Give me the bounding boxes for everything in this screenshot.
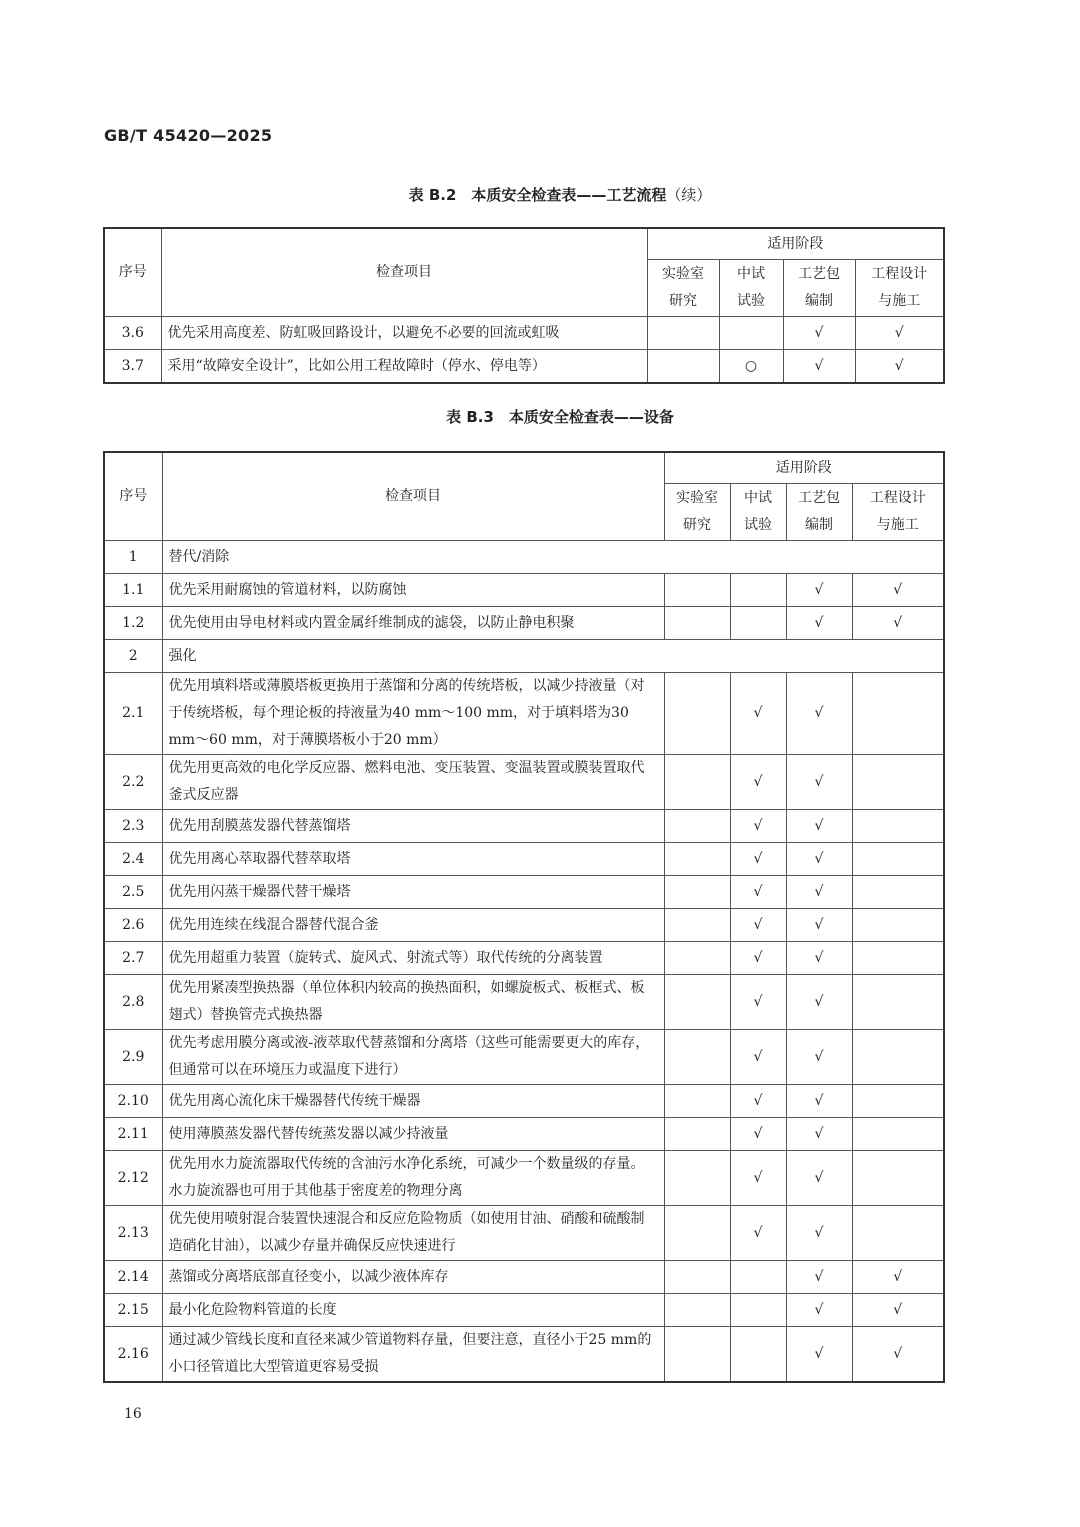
stage-mark-2: √ [730, 1085, 786, 1118]
stage-mark-1 [664, 1030, 730, 1085]
stage-mark-3: √ [783, 317, 855, 350]
row-number: 2.2 [104, 755, 162, 810]
stage-mark-4 [852, 975, 944, 1030]
stage-mark-2: √ [730, 975, 786, 1030]
stage-header-1: 实验室 研究 [647, 260, 719, 317]
check-item: 优先使用喷射混合装置快速混合和反应危险物质（如使用甘油、硝酸和硫酸制造硝化甘油），以减少存量并确保反应快速进行 [162, 1206, 664, 1261]
table-b2-title: 表 B.2 本质安全检查表——工艺流程 [408, 186, 667, 204]
table-header-row [104, 228, 944, 260]
table-row [104, 1085, 944, 1118]
stage-mark-3: √ [786, 1294, 852, 1327]
check-item: 优先用紧凑型换热器（单位体积内较高的换热面积，如螺旋板式、板框式、板翅式）替换管壳式换热器 [162, 975, 664, 1030]
table-header-row [104, 452, 944, 484]
stage-mark-2: √ [730, 909, 786, 942]
row-number: 3.7 [104, 350, 161, 384]
stage-mark-4 [852, 755, 944, 810]
stage-mark-3: √ [786, 876, 852, 909]
table-row [104, 909, 944, 942]
stage-header-2: 中试 试验 [719, 260, 783, 317]
stage-mark-3: √ [786, 607, 852, 640]
table-row [104, 1206, 944, 1261]
table-row [104, 876, 944, 909]
column-header-item: 检查项目 [161, 228, 647, 317]
stage-mark-4 [852, 1118, 944, 1151]
row-number: 2.8 [104, 975, 162, 1030]
table-row [104, 810, 944, 843]
stage-mark-3: √ [786, 909, 852, 942]
row-number: 2.3 [104, 810, 162, 843]
stage-mark-2 [730, 574, 786, 607]
stage-mark-1 [664, 755, 730, 810]
stage-mark-3: √ [786, 1327, 852, 1383]
stage-mark-1 [664, 1151, 730, 1206]
table-b3 [103, 451, 945, 1383]
stage-mark-1 [647, 350, 719, 384]
stage-mark-1 [664, 607, 730, 640]
check-item: 优先采用耐腐蚀的管道材料，以防腐蚀 [162, 574, 664, 607]
stage-mark-1 [664, 909, 730, 942]
table-row [104, 350, 944, 384]
row-number: 2.4 [104, 843, 162, 876]
stage-mark-1 [664, 673, 730, 755]
stage-header-2: 中试 试验 [730, 484, 786, 541]
row-number: 2.15 [104, 1294, 162, 1327]
row-number: 2.12 [104, 1151, 162, 1206]
check-item: 优先用刮膜蒸发器代替蒸馏塔 [162, 810, 664, 843]
stage-mark-3: √ [786, 1030, 852, 1085]
stage-mark-2: √ [730, 876, 786, 909]
check-item: 采用“故障安全设计”，比如公用工程故障时（停水、停电等） [161, 350, 647, 384]
stage-mark-1 [664, 975, 730, 1030]
stage-mark-4: √ [852, 574, 944, 607]
section-title: 强化 [162, 640, 944, 673]
stage-mark-2: √ [730, 1151, 786, 1206]
table-row [104, 574, 944, 607]
table-row [104, 843, 944, 876]
stage-mark-2: √ [730, 942, 786, 975]
section-row [104, 640, 944, 673]
table-b3-caption [0, 406, 1080, 427]
check-item: 使用薄膜蒸发器代替传统蒸发器以减少持液量 [162, 1118, 664, 1151]
stage-mark-2: √ [730, 755, 786, 810]
stage-mark-3: √ [786, 1261, 852, 1294]
stage-mark-3: √ [786, 942, 852, 975]
stage-mark-4: √ [852, 1327, 944, 1383]
stage-mark-4 [852, 1085, 944, 1118]
check-item: 优先用离心萃取器代替萃取塔 [162, 843, 664, 876]
table-b3-title: 表 B.3 本质安全检查表——设备 [446, 408, 674, 426]
stage-mark-1 [647, 317, 719, 350]
check-item: 优先用连续在线混合器替代混合釜 [162, 909, 664, 942]
document-id: GB/T 45420—2025 [104, 126, 273, 145]
stage-mark-3: √ [786, 975, 852, 1030]
check-item: 优先用离心流化床干燥器替代传统干燥器 [162, 1085, 664, 1118]
row-number: 1.1 [104, 574, 162, 607]
stage-header-3: 工艺包 编制 [786, 484, 852, 541]
row-number: 2.10 [104, 1085, 162, 1118]
row-number: 2.11 [104, 1118, 162, 1151]
stage-mark-1 [664, 810, 730, 843]
check-item: 优先用填料塔或薄膜塔板更换用于蒸馏和分离的传统塔板，以减少持液量（对于传统塔板，每个理论板的持液量为40 mm～100 mm，对于填料塔为30 mm～60 mm，对于薄膜塔板小于20 mm） [162, 673, 664, 755]
row-number: 2 [104, 640, 162, 673]
row-number: 2.6 [104, 909, 162, 942]
stage-mark-2 [719, 317, 783, 350]
stage-header-3: 工艺包 编制 [783, 260, 855, 317]
row-number: 2.13 [104, 1206, 162, 1261]
section-title: 替代/消除 [162, 541, 944, 574]
check-item: 最小化危险物料管道的长度 [162, 1294, 664, 1327]
stage-mark-1 [664, 1118, 730, 1151]
table-row [104, 1261, 944, 1294]
stage-mark-4: √ [855, 317, 944, 350]
check-item: 优先采用高度差、防虹吸回路设计，以避免不必要的回流或虹吸 [161, 317, 647, 350]
check-item: 通过减少管线长度和直径来减少管道物料存量，但要注意，直径小于25 mm的小口径管道比大型管道更容易受损 [162, 1327, 664, 1383]
column-header-stage: 适用阶段 [664, 452, 944, 484]
stage-mark-1 [664, 1294, 730, 1327]
stage-mark-3: √ [786, 1151, 852, 1206]
column-header-seq: 序号 [104, 228, 161, 317]
stage-mark-4 [852, 673, 944, 755]
check-item: 优先用更高效的电化学反应器、燃料电池、变压装置、变温装置或膜装置取代釜式反应器 [162, 755, 664, 810]
stage-mark-1 [664, 942, 730, 975]
stage-mark-4 [852, 843, 944, 876]
row-number: 2.7 [104, 942, 162, 975]
column-header-stage: 适用阶段 [647, 228, 944, 260]
stage-mark-2: √ [730, 843, 786, 876]
section-row [104, 541, 944, 574]
table-row [104, 975, 944, 1030]
stage-mark-4 [852, 909, 944, 942]
stage-mark-4: √ [855, 350, 944, 384]
row-number: 3.6 [104, 317, 161, 350]
stage-mark-3: √ [786, 755, 852, 810]
page-number: 16 [124, 1406, 142, 1422]
stage-mark-1 [664, 1206, 730, 1261]
row-number: 2.5 [104, 876, 162, 909]
stage-mark-2: √ [730, 1030, 786, 1085]
stage-header-4: 工程设计 与施工 [852, 484, 944, 541]
stage-mark-1 [664, 1261, 730, 1294]
stage-mark-2: √ [730, 1118, 786, 1151]
stage-mark-4: √ [852, 607, 944, 640]
row-number: 2.14 [104, 1261, 162, 1294]
check-item: 优先用闪蒸干燥器代替干燥塔 [162, 876, 664, 909]
check-item: 优先使用由导电材料或内置金属纤维制成的滤袋，以防止静电积聚 [162, 607, 664, 640]
stage-mark-2 [730, 1294, 786, 1327]
stage-mark-3: √ [786, 574, 852, 607]
table-b2-continued: （续） [666, 186, 712, 204]
stage-mark-1 [664, 1327, 730, 1383]
row-number: 2.9 [104, 1030, 162, 1085]
check-item: 蒸馏或分离塔底部直径变小，以减少液体库存 [162, 1261, 664, 1294]
stage-mark-4 [852, 1030, 944, 1085]
stage-mark-4 [852, 1206, 944, 1261]
table-row [104, 942, 944, 975]
stage-mark-4 [852, 876, 944, 909]
stage-mark-4 [852, 810, 944, 843]
stage-mark-4 [852, 942, 944, 975]
stage-header-4: 工程设计 与施工 [855, 260, 944, 317]
check-item: 优先考虑用膜分离或液-液萃取代替蒸馏和分离塔（这些可能需要更大的库存，但通常可以在环境压力或温度下进行） [162, 1030, 664, 1085]
stage-mark-4: √ [852, 1294, 944, 1327]
stage-header-1: 实验室 研究 [664, 484, 730, 541]
table-row [104, 1118, 944, 1151]
stage-mark-2: √ [730, 1206, 786, 1261]
stage-mark-3: √ [786, 1118, 852, 1151]
table-b2 [103, 227, 945, 384]
check-item: 优先用水力旋流器取代传统的含油污水净化系统，可减少一个数量级的存量。水力旋流器也可用于其他基于密度差的物理分离 [162, 1151, 664, 1206]
table-b2-caption [0, 184, 1080, 205]
stage-mark-2: ○ [719, 350, 783, 384]
stage-mark-1 [664, 1085, 730, 1118]
stage-mark-3: √ [786, 673, 852, 755]
table-row [104, 1294, 944, 1327]
table-row [104, 607, 944, 640]
stage-mark-3: √ [783, 350, 855, 384]
table-row [104, 673, 944, 755]
table-row [104, 1327, 944, 1383]
stage-mark-1 [664, 876, 730, 909]
table-row [104, 1030, 944, 1085]
stage-mark-4 [852, 1151, 944, 1206]
table-row [104, 1151, 944, 1206]
column-header-item: 检查项目 [162, 452, 664, 541]
row-number: 2.16 [104, 1327, 162, 1383]
stage-mark-2 [730, 1261, 786, 1294]
table-row [104, 317, 944, 350]
stage-mark-2 [730, 607, 786, 640]
stage-mark-3: √ [786, 810, 852, 843]
check-item: 优先用超重力装置（旋转式、旋风式、射流式等）取代传统的分离装置 [162, 942, 664, 975]
stage-mark-4: √ [852, 1261, 944, 1294]
stage-mark-1 [664, 843, 730, 876]
row-number: 1 [104, 541, 162, 574]
table-row [104, 755, 944, 810]
stage-mark-3: √ [786, 1085, 852, 1118]
stage-mark-1 [664, 574, 730, 607]
stage-mark-2: √ [730, 673, 786, 755]
stage-mark-2 [730, 1327, 786, 1383]
stage-mark-2: √ [730, 810, 786, 843]
stage-mark-3: √ [786, 843, 852, 876]
row-number: 2.1 [104, 673, 162, 755]
row-number: 1.2 [104, 607, 162, 640]
stage-mark-3: √ [786, 1206, 852, 1261]
column-header-seq: 序号 [104, 452, 162, 541]
